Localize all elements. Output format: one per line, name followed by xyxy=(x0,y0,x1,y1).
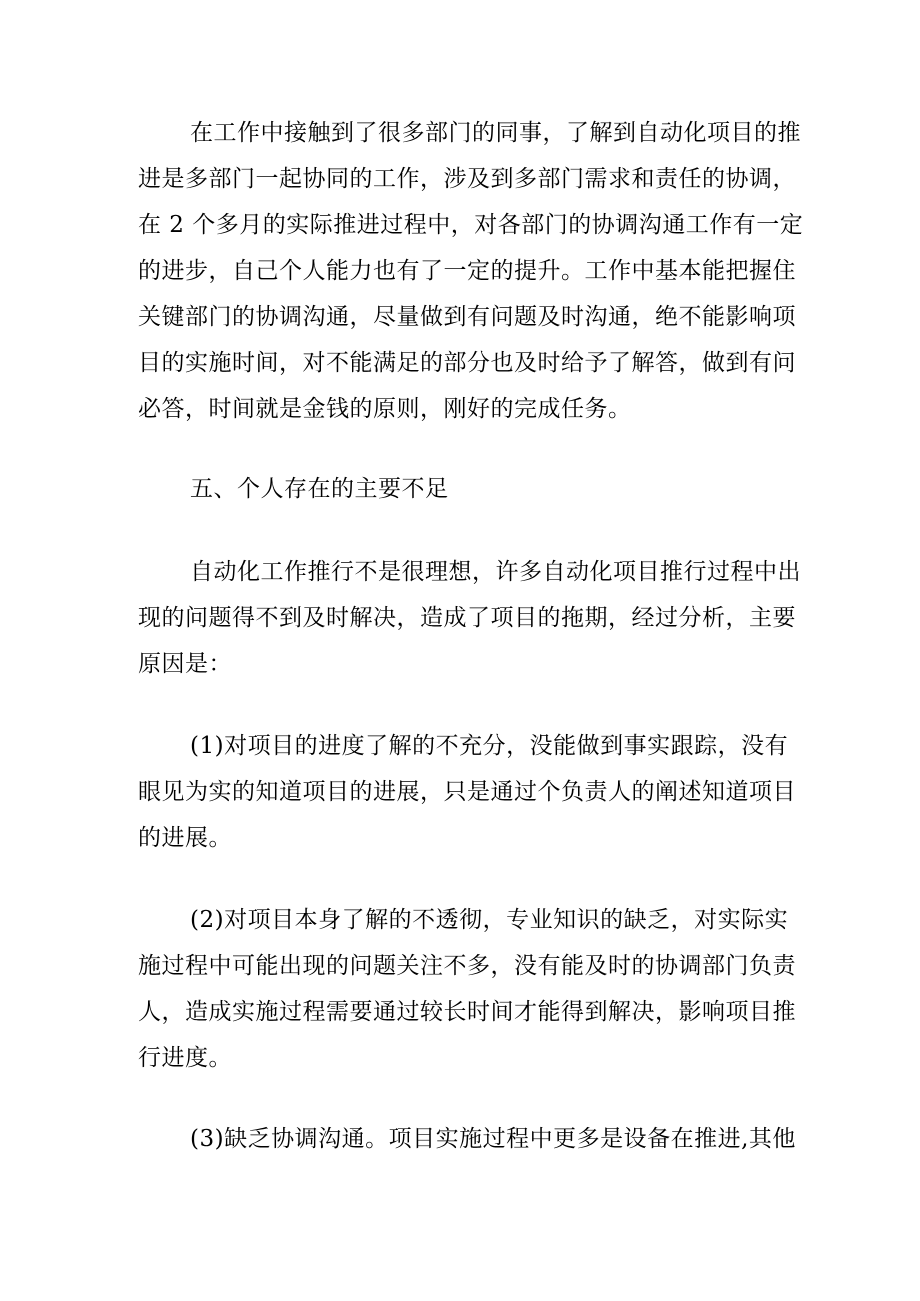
text-line: 现的问题得不到及时解决，造成了项目的拖期，经过分析，主要 xyxy=(138,605,796,631)
section-heading: 五、个人存在的主要不足 xyxy=(190,476,449,502)
text-line: (1)对项目的进度了解的不充分，没能做到事实跟踪，没有 xyxy=(190,733,789,759)
text-line: 进是多部门一起协同的工作，涉及到多部门需求和责任的协调， xyxy=(138,166,796,192)
text-line: 在工作中接触到了很多部门的同事，了解到自动化项目的推 xyxy=(190,120,801,146)
text-line: 的进步，自己个人能力也有了一定的提升。工作中基本能把握住 xyxy=(138,258,796,284)
text-line: 自动化工作推行不是很理想，许多自动化项目推行过程中出 xyxy=(190,559,801,585)
text-line: 行进度。 xyxy=(138,1045,232,1071)
text-line: 必答，时间就是金钱的原则，刚好的完成任务。 xyxy=(138,396,632,422)
text-line: 人，造成实施过程需要通过较长时间才能得到解决，影响项目推 xyxy=(138,999,796,1025)
text-line: (2)对项目本身了解的不透彻，专业知识的缺乏，对实际实 xyxy=(190,907,789,933)
text-line: 眼见为实的知道项目的进展，只是通过个负责人的阐述知道项目 xyxy=(138,779,796,805)
text-line: 目的实施时间，对不能满足的部分也及时给予了解答，做到有问 xyxy=(138,350,796,376)
text-line: 在 2 个多月的实际推进过程中，对各部门的协调沟通工作有一定 xyxy=(138,212,804,238)
text-line: 原因是： xyxy=(138,651,232,677)
text-line: 关键部门的协调沟通，尽量做到有问题及时沟通，绝不能影响项 xyxy=(138,304,796,330)
text-line: (3)缺乏协调沟通。项目实施过程中更多是设备在推进,其他 xyxy=(190,1126,796,1152)
text-line: 的进展。 xyxy=(138,825,232,851)
text-line: 施过程中可能出现的问题关注不多，没有能及时的协调部门负责 xyxy=(138,953,796,979)
